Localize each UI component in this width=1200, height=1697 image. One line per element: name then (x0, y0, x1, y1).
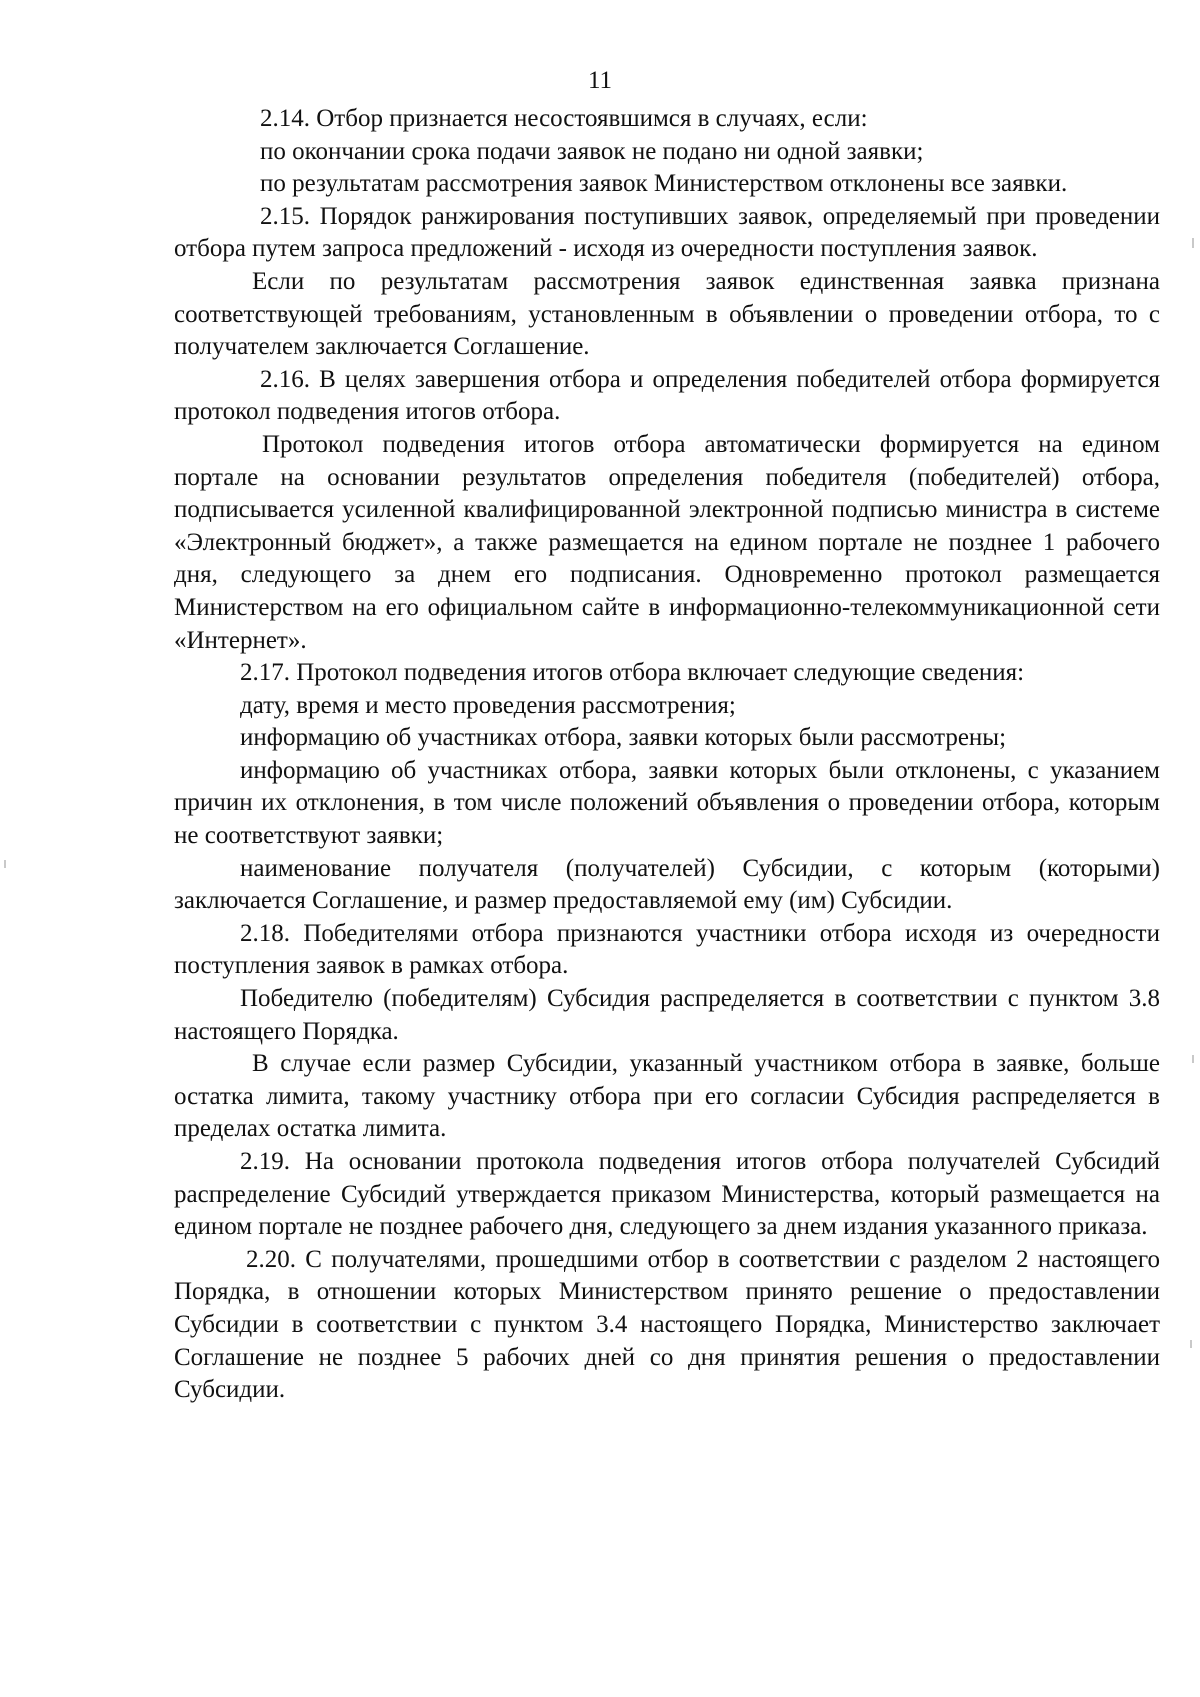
scan-edge-mark (1192, 238, 1194, 248)
paragraph-limit-remainder: В случае если размер Субсидии, указанный участником отбора в заявке, больше остатка лимита, такому участнику отбора при его согласии Субсидия распределяется в пределах остатка лимита. (174, 1050, 1160, 1143)
scan-edge-mark (4, 860, 6, 868)
paragraph-2-20: 2.20. С получателями, прошедшими отбор в соответствии с разделом 2 настоящего Порядка, в отношении которых Министерством принято решение о предоставлении Субсидии в соответствии с пунктом 3.4 настоящего Порядка, Министерство заключает Соглашение не позднее 5 рабочих дней со дня принятия решения о предоставлении Субсидии. (174, 1245, 1160, 1404)
paragraph-2-19: 2.19. На основании протокола подведения итогов отбора получателей Субсидий распределение Субсидий утверждается приказом Министерства, который размещается на едином портале не позднее рабочего дня, следующего за днем издания указанного приказа. (174, 1148, 1160, 1241)
scan-edge-mark (1192, 1055, 1194, 1063)
paragraph-protocol-formation: Протокол подведения итогов отбора автоматически формируется на едином портале на основании результатов определения победителя (победителей) отбора, подписывается усиленной квалифицированной электронной подписью министра в системе «Электронный бюджет», а также размещается на едином портале не позднее 1 рабочего дня, следующего за днем его подписания. Одновременно протокол размещается Министерством на его официальном сайте в информационно-телекоммуникационной сети «Интернет». (174, 430, 1160, 654)
scan-edge-mark (1190, 1340, 1192, 1348)
paragraph-date-time-place: дату, время и место проведения рассмотрения; (240, 691, 736, 719)
paragraph-reviewed-participants: информацию об участниках отбора, заявки которых были рассмотрены; (240, 724, 1007, 752)
paragraph-2-16: 2.16. В целях завершения отбора и определения победителей отбора формируется протокол подведения итогов отбора. (174, 365, 1160, 426)
paragraph-2-14: 2.14. Отбор признается несостоявшимся в случаях, если: (260, 105, 868, 132)
paragraph-all-rejected: по результатам рассмотрения заявок Министерством отклонены все заявки. (260, 170, 1068, 198)
paragraph-rejected-participants: информацию об участниках отбора, заявки которых были отклонены, с указанием причин их отклонения, в том числе положений объявления о проведении отбора, которым не соответствуют заявки; (174, 756, 1160, 850)
paragraph-subsidy-distribution: Победителю (победителям) Субсидия распределяется в соответствии с пунктом 3.8 настоящего Порядка. (174, 985, 1160, 1045)
paragraph-single-application: Если по результатам рассмотрения заявок единственная заявка признана соответствующей требованиям, установленным в объявлении о проведении отбора, то с получателем заключается Соглашение. (174, 267, 1160, 361)
paragraph-2-18: 2.18. Победителями отбора признаются участники отбора исходя из очередности поступления заявок в рамках отбора. (174, 919, 1160, 980)
document-body (174, 103, 1160, 1407)
paragraph-no-applications: по окончании срока подачи заявок не подано ни одной заявки; (260, 137, 924, 165)
paragraph-recipient-name: наименование получателя (получателей) Субсидии, с которым (которыми) заключается Соглашение, и размер предоставляемой ему (им) Субсидии. (174, 854, 1160, 915)
page-number: 11 (587, 67, 613, 94)
paragraph-2-15: 2.15. Порядок ранжирования поступивших заявок, определяемый при проведении отбора путем запроса предложений - исходя из очередности поступления заявок. (174, 202, 1160, 263)
paragraph-2-17: 2.17. Протокол подведения итогов отбора включает следующие сведения: (240, 659, 1025, 687)
